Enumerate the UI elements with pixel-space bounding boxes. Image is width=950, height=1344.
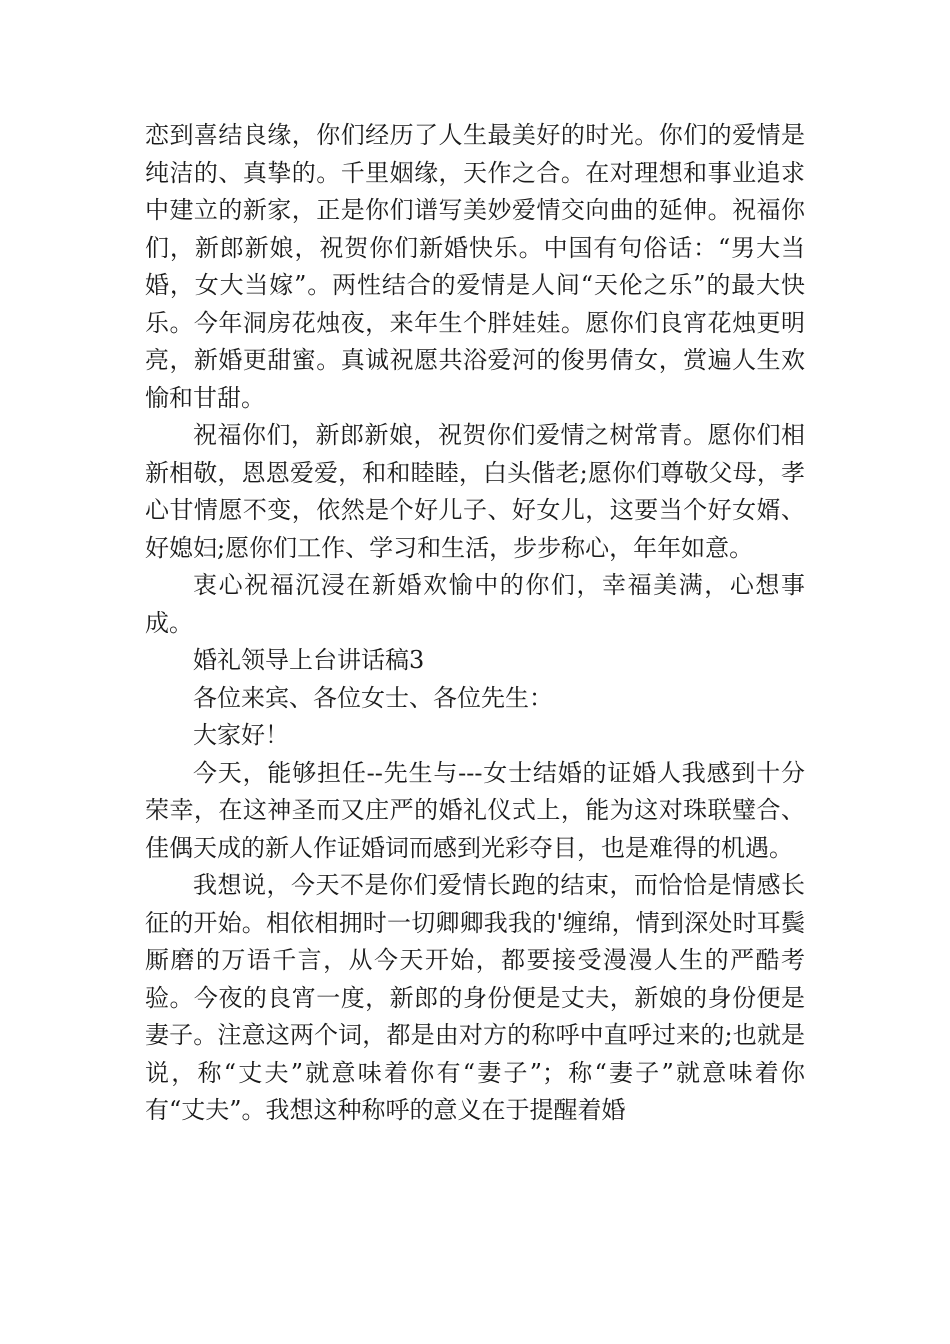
paragraph-7: 今天，能够担任--先生与---女士结婚的证婚人我感到十分荣幸，在这神圣而又庄严的婚礼仪式上，能为这对珠联璧合、佳偶天成的新人作证婚词而感到光彩夺目，也是难得的机遇。 [145,758,805,862]
salutation: 各位来宾、各位女士、各位先生： [193,683,553,712]
section-heading: 婚礼领导上台讲话稿3 [193,646,425,674]
paragraph-8: 我想说，今天不是你们爱情长跑的结束，而恰恰是情感长征的开始。相依相拥时一切卿卿我我的'缠绵，情到深处时耳鬓厮磨的万语千言，从今天开始，都要接受漫漫人生的严酷考验。今夜的良宵一度，新郎的身份便是丈夫，新娘的身份便是妻子。注意这两个词，都是由对方的称呼中直呼过来的;也就是说，称“丈夫”就意味着你有“妻子”；称“妻子”就意味着你有“丈夫”。我想这种称呼的意义在于提醒着婚 [145,871,805,1124]
paragraph-3: 衷心祝福沉浸在新婚欢愉中的你们，幸福美满，心想事成。 [145,571,805,637]
paragraph-2: 祝福你们，新郎新娘，祝贺你们爱情之树常青。愿你们相新相敬，恩恩爱爱，和和睦睦，白头偕老;愿你们尊敬父母，孝心甘情愿不变，依然是个好儿子、好女儿，这要当个好女婿、好媳妇;愿你们工作、学习和生活，步步称心，年年如意。 [145,421,805,562]
paragraph-1: 恋到喜结良缘，你们经历了人生最美好的时光。你们的爱情是纯洁的、真挚的。千里姻缘，天作之合。在对理想和事业追求中建立的新家，正是你们谱写美妙爱情交向曲的延伸。祝福你们，新郎新娘，祝贺你们新婚快乐。中国有句俗话：“男大当婚，女大当嫁”。两性结合的爱情是人间“天伦之乐”的最大快乐。今年洞房花烛夜，来年生个胖娃娃。愿你们良宵花烛更明亮，新婚更甜蜜。真诚祝愿共浴爱河的俊男倩女，赏遍人生欢愉和甘甜。 [145,121,805,412]
document-body [145,117,805,1130]
greeting: 大家好！ [193,721,289,749]
